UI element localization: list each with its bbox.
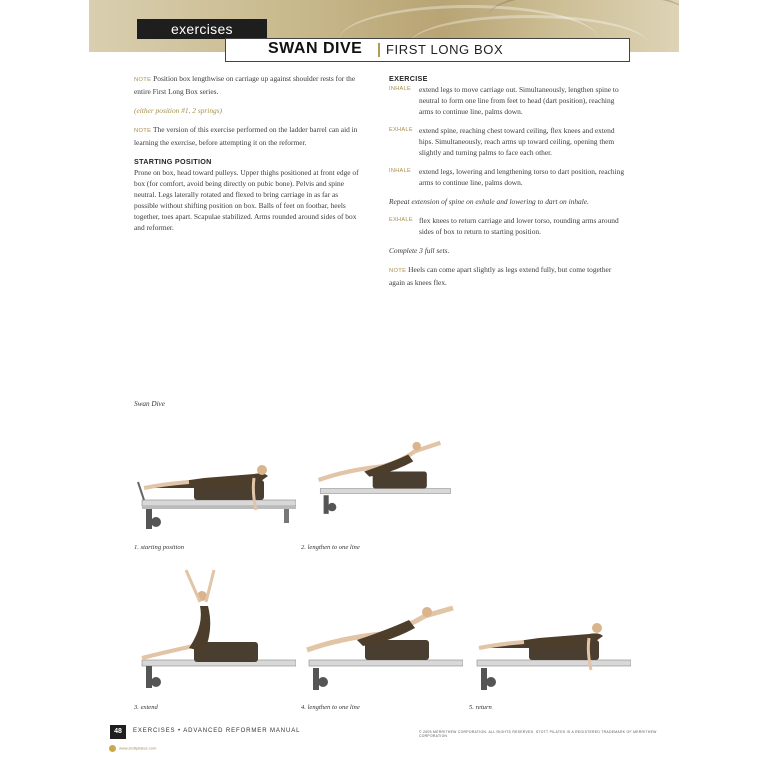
repeat-instruction: Repeat extension of spine on exhale and lowering to dart on inhale. xyxy=(389,197,589,206)
note-heels xyxy=(389,264,625,288)
exercise-step xyxy=(389,166,625,188)
title-divider xyxy=(378,43,380,57)
note-ladder-barrel xyxy=(134,124,362,148)
photo-lengthen-one-line-2 xyxy=(301,600,463,700)
photo-extend xyxy=(134,566,296,700)
starting-position-heading: STARTING POSITION xyxy=(134,157,212,166)
figure-caption: 2. lengthen to one line xyxy=(301,544,360,551)
reformer-icon xyxy=(309,640,463,690)
step-text: extend legs to move carriage out. Simultaneously, lengthen spine to neutral to form one line from feet to head (dart position), reaching arms to continue line, palms down. xyxy=(419,85,619,116)
figure-caption: 4. lengthen to one line xyxy=(301,704,360,711)
breath-label: INHALE xyxy=(389,86,412,92)
person-figure-icon xyxy=(142,570,214,658)
note-text: The version of this exercise performed on the ladder barrel can aid in learning the exercise, before attempting it on the reformer. xyxy=(134,125,358,147)
spring-setting: (either position #1, 2 springs) xyxy=(134,106,223,115)
photo-lengthen-one-line xyxy=(301,436,463,524)
manual-page xyxy=(89,0,679,768)
note-label: NOTE xyxy=(389,268,407,274)
figure-caption: 5. return xyxy=(469,704,492,711)
left-column xyxy=(134,73,362,241)
page-title: SWAN DIVE xyxy=(268,40,363,57)
copyright-notice: © 2005 MERRITHEW CORPORATION. ALL RIGHTS RESERVED. STOTT PILATES IS A REGISTERED TRADEMARK OF MERRITHEW CORPORATION xyxy=(419,730,657,738)
exercise-step xyxy=(389,84,625,117)
complete-sets: Complete 3 full sets. xyxy=(389,246,450,255)
reformer-icon xyxy=(142,642,296,688)
figure-title: Swan Dive xyxy=(134,400,165,408)
note-text: Position box lengthwise on carriage up against shoulder rests for the entire First Long Box series. xyxy=(134,74,356,96)
page-subtitle: FIRST LONG BOX xyxy=(386,42,504,57)
breath-label: EXHALE xyxy=(389,127,413,133)
reformer-icon xyxy=(320,472,450,514)
note-label: NOTE xyxy=(134,128,152,134)
step-text: extend spine, reaching chest toward ceiling, flex knees and extend hips. Simultaneously, reach arms up toward ceiling, opening them slightly and turning palms to face each other. xyxy=(419,126,615,157)
website-link[interactable] xyxy=(109,745,156,752)
photo-starting-position xyxy=(134,452,296,540)
exercise-heading: EXERCISE xyxy=(389,74,428,83)
section-tag: exercises xyxy=(137,19,267,39)
page-number: 48 xyxy=(110,725,126,739)
manual-title: EXERCISES • ADVANCED REFORMER MANUAL xyxy=(133,728,301,734)
breath-label: EXHALE xyxy=(389,217,413,223)
figure-caption: 3. extend xyxy=(134,704,158,711)
exercise-step xyxy=(389,215,625,237)
right-column xyxy=(389,73,625,296)
note-setup xyxy=(134,73,362,97)
starting-position-text: Prone on box, head toward pulleys. Upper thighs positioned at front edge of box (for comfort, avoid being directly on pubic bone). Pelvis and spine neutral. Legs laterally rotated and flexed to bring carriage in as far as possible without shifting position on box. Balls of feet on footbar, heels together, toes apart. Scapulae stabilized. Arms rounded around sides of box and reformer. xyxy=(134,168,359,232)
title-box xyxy=(225,38,630,62)
step-text: extend legs, lowering and lengthening torso to dart position, reaching arms to continue line, palms down. xyxy=(419,167,625,187)
step-text: flex knees to return carriage and lower torso, rounding arms around sides of box to return to starting position. xyxy=(419,216,619,236)
breath-label: INHALE xyxy=(389,168,412,174)
website-text: www.stottpilates.com xyxy=(119,745,157,751)
figure-caption: 1. starting position xyxy=(134,544,185,551)
logo-dot-icon xyxy=(109,745,116,752)
photo-return xyxy=(469,610,631,700)
note-label: NOTE xyxy=(134,77,152,83)
note-text: Heels can come apart slightly as legs extend fully, but come together again as knees flex. xyxy=(389,265,612,287)
exercise-step xyxy=(389,125,625,158)
